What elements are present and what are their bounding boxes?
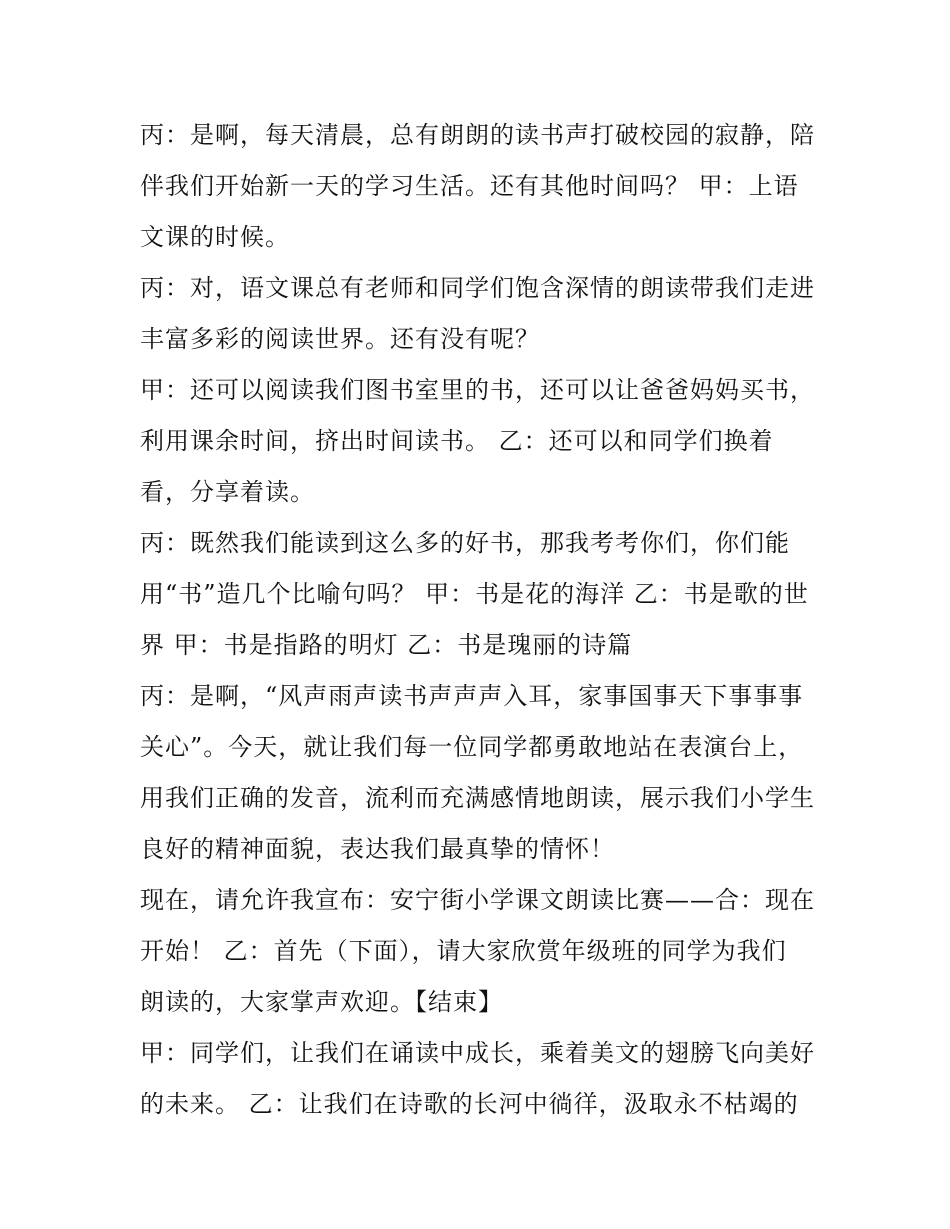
text-line-14: 用我们正确的发音，流利而充满感情地朗读，展示我们小学生 [140,784,815,812]
text-line-6: 甲：还可以阅读我们图书室里的书，还可以让爸爸妈妈买书， [140,376,815,404]
text-line-2: 伴我们开始新一天的学习生活。还有其他时间吗？ 甲：上语 [140,172,799,200]
text-line-15: 良好的精神面貌，表达我们最真挚的情怀！ [140,835,615,863]
text-line-11: 界 甲：书是指路的明灯 乙：书是瑰丽的诗篇 [140,631,633,659]
text-line-9: 丙：既然我们能读到这么多的好书，那我考考你们，你们能 [140,529,790,557]
text-line-4: 丙：对，语文课总有老师和同学们饱含深情的朗读带我们走进 [140,274,815,302]
text-line-5: 丰富多彩的阅读世界。还有没有呢？ [140,325,540,353]
text-line-18: 朗读的，大家掌声欢迎。【结束】 [140,988,503,1016]
text-line-16: 现在，请允许我宣布：安宁街小学课文朗读比赛——合：现在 [140,886,815,914]
text-line-3: 文课的时候。 [140,223,290,251]
document-body [140,110,830,1130]
text-line-19: 甲：同学们，让我们在诵读中成长，乘着美文的翅膀飞向美好 [140,1039,815,1067]
text-line-1: 丙：是啊，每天清晨，总有朗朗的读书声打破校园的寂静，陪 [140,121,815,149]
text-line-13: 关心”。今天，就让我们每一位同学都勇敢地站在表演台上， [140,733,804,761]
text-line-7: 利用课余时间，挤出时间读书。 乙：还可以和同学们换着 [140,427,774,455]
text-line-12: 丙：是啊，“风声雨声读书声声声入耳，家事国事天下事事事 [140,682,804,710]
text-line-8: 看，分享着读。 [140,478,315,506]
text-line-10: 用“书”造几个比喻句吗？ 甲：书是花的海洋 乙：书是歌的世 [140,580,809,608]
text-line-20: 的未来。 乙：让我们在诗歌的长河中徜徉，汲取永不枯竭的 [140,1090,799,1118]
text-line-17: 开始！ 乙：首先（下面），请大家欣赏年级班的同学为我们 [140,937,787,965]
